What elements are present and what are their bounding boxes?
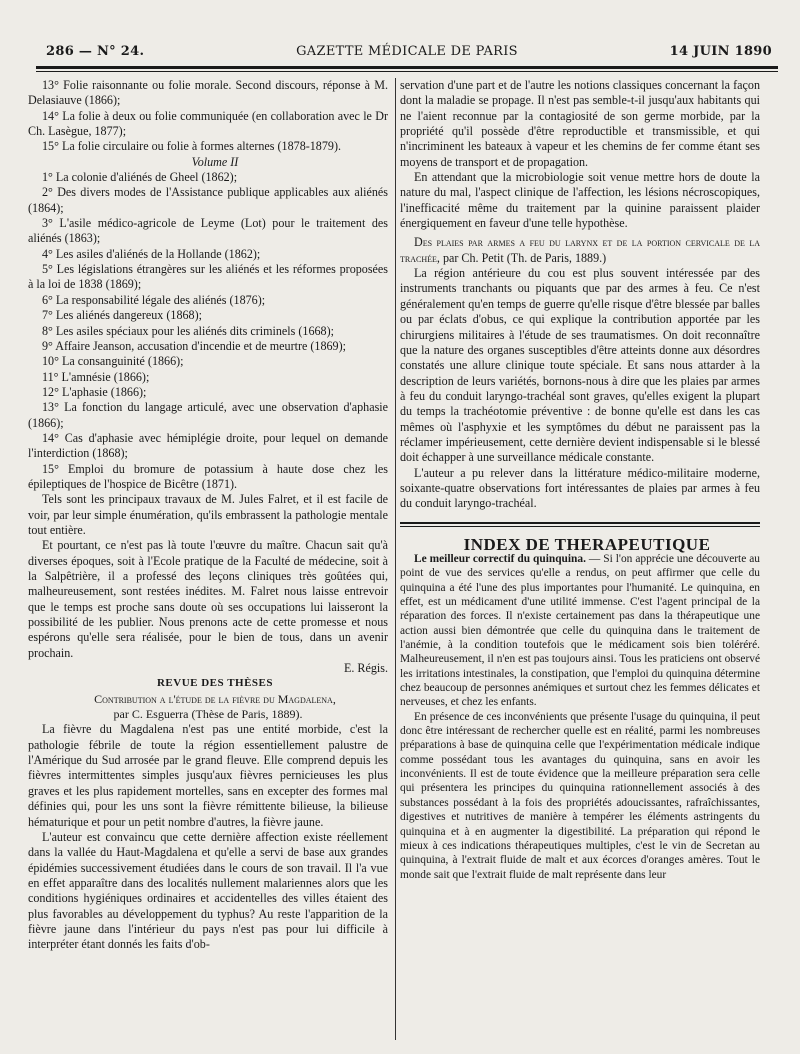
index-paragraph-1-text: — Si l'on apprécie une découverte au point de vue des services qu'elle a rendus, on peut affirmer que celle du quinquina a été l'une des plus importantes pour l'humanité. Le quinquina, en effet, est un médicament d'une utilité immense. C'est l'agent principal de la réparation des forces. Il n'existe certainement pas dans la thérapeutique une action aussi bien démontrée que celle du quinquina dans le traitement de l'anémie, à la condition toutefois que le médicament sois bien toléréré. Malheureusement, il n'en est pas toujours ainsi. Tous les praticiens ont observé les irritations intestinales, la constipation, que l'emploi du quinquina détermine chez beaucoup de personnes anémiques et surtout chez les femmes délicates et nerveuses, et chez les enfants.: [400, 552, 760, 709]
vol2-item-13: 13° La fonction du langage articulé, avec une observation d'aphasie (1866);: [28, 400, 388, 430]
vol2-item-11: 11° L'amnésie (1866);: [42, 369, 150, 384]
oeuvre-paragraph: Et pourtant, ce n'est pas là toute l'œuvre du maître. Chacun sait qu'à diverses époques, soit à l'Ecole pratique de la Faculté de médecine, soit à la Salpêtrière, il a professé des leçons cliniques très goûtées qui, malheureusement, sont restées inédites. M. Falret nous laisse entrevoir que le temps est proche sans doute où ses occupations lui laisseront la possibilité de les publier. Nous prenons acte de cette promesse et nous espérons qu'elle sera réalisée, pour le bien de tous, dans un avenir prochain.: [28, 538, 388, 660]
thesis2-author: par Ch. Petit (Th. de Paris, 1889.): [442, 250, 607, 265]
vol2-item-12: 12° L'aphasie (1866);: [42, 384, 147, 399]
plaies-paragraph-1: La région antérieure du cou est plus souvent intéressée par des instruments tranchants ou piquants que par des armes à feu. Ce n'est généralement qu'en temps de guerre qu'elle risque d'être blessée par balles ou par éclats d'obus, ce qui explique la contribution apportée par les chirurgiens militaires à l'étude de ses traumatismes. On doit reconnaître que la nature des organes susceptibles d'être atteints donne aux désordres constatés une allure clinique toute spéciale. Et sans nous attarder à la description de leurs variétés, bornons-nous à dire que les plaies par armes à feu du conduit laryngo-trachéal sont graves, qu'elles exigent la plupart du temps la trachéotomie préventive : de bonne qu'elle est dans les cas mêmes où l'asphyxie et les symptômes du début ne paraissent pas la réclamer impérieusement, cette dernière devient indispensable si le blessé doit échapper à une surveillance médicale constante.: [400, 266, 760, 465]
index-body: [400, 552, 760, 882]
index-rule-thick: [400, 522, 760, 524]
page-number: 286 — N° 24.: [46, 44, 145, 59]
author-signature: E. Régis.: [343, 661, 388, 676]
vol2-item-14: 14° Cas d'aphasie avec hémiplégie droite, pour lequel on demande l'interdiction (1868);: [28, 430, 388, 461]
left-column: [28, 78, 388, 953]
journal-title: GAZETTE MÉDICALE DE PARIS: [296, 44, 518, 59]
index-lead: Le meilleur correctif du quinquina.: [414, 552, 586, 565]
vol2-item-9: 9° Affaire Jeanson, accusation d'incendie et de meurtre (1869);: [42, 338, 346, 353]
index-paragraph-1: [400, 552, 760, 710]
summary-paragraph: Tels sont les principaux travaux de M. Jules Falret, et il est facile de voir, par leur simple énumération, qu'ils embrassent la pathologie mentale tout entière.: [28, 492, 388, 537]
page-header: [36, 42, 778, 64]
index-heading: INDEX DE THERAPEUTIQUE: [463, 534, 711, 554]
column-divider: [395, 78, 396, 1040]
vol2-item-1: 1° La colonie d'aliénés de Gheel (1862);: [42, 170, 238, 185]
right-column: [400, 78, 760, 882]
thesis2-title-text: Des plaies par armes a feu du larynx et de la portion cervicale de la trachée,: [400, 235, 760, 265]
vol2-item-4: 4° Les asiles d'aliénés de la Hollande (1862);: [42, 246, 261, 261]
vol2-item-10: 10° La consanguinité (1866);: [42, 354, 184, 369]
volume-heading: Volume II: [191, 154, 239, 169]
magdalena-paragraph-2: L'auteur est convaincu que cette dernière affection existe réellement dans la vallée du Haut-Magdalena et qu'elle a servi de base aux grandes épidémies successivement étudiées dans le cours de son travail. Il l'a vue en effet apparaître dans des localités nullement malariennes alors que les conditions hygiéniques ordinaires et accidentelles des villes étaient des plus favorables au développement du typhus? Au reste l'apparition de la fièvre jaune dans l'intérieur du pays n'est pas pour lui difficile à interpréter étant donnés les faits d'ob-: [28, 829, 388, 952]
vol2-item-7: 7° Les aliénés dangereux (1868);: [42, 308, 202, 323]
vol2-item-2: 2° Des divers modes de l'Assistance publique applicables aux aliénés (1864);: [28, 185, 388, 215]
vol2-item-6: 6° La responsabilité légale des aliénés (1876);: [42, 292, 266, 307]
issue-date: 14 JUIN 1890: [669, 44, 772, 59]
vol2-item-3: 3° L'asile médico-agricole de Leyme (Lot) pour le traitement des aliénés (1863);: [28, 216, 388, 246]
vol1-item-15: 15° La folie circulaire ou folie à formes alternes (1878-1879).: [42, 139, 342, 154]
thesis-title-text: Contribution a l'étude de la fièvre du Magdalena,: [94, 691, 336, 706]
vol1-item-14: 14° La folie à deux ou folie communiquée (en collaboration avec le Dr Ch. Lasègue, 1877);: [28, 108, 388, 139]
plaies-paragraph-2: L'auteur a pu relever dans la littérature médico-militaire moderne, soixante-quatre observations fort intéressantes de plaies par armes à feu du conduit laryngo-trachéal.: [400, 465, 760, 511]
section-heading: REVUE DES THÈSES: [156, 677, 273, 690]
thesis-title: [28, 692, 388, 723]
header-rule-thick: [36, 66, 778, 69]
vol2-item-8: 8° Les asiles spéciaux pour les aliénés dits criminels (1668);: [42, 323, 334, 338]
magdalena-paragraph-3: servation d'une part et de l'autre les notions classiques concernant la façon dont la maladie se propage. Il n'est pas semble-t-il jusqu'aux habitants qui ne l'aient reconnue par la contagiosité de son germe morbide, par la propriété qu'il possède d'être reproductible et transmissible, et qui n'incriminent les bateaux à vapeur et les chemins de fer comme étant ses moyens de transport et de propagation.: [400, 78, 760, 169]
magdalena-paragraph-1: La fièvre du Magdalena n'est pas une entité morbide, c'est la pathologie fébrile de toute la région essentiellement palustre de l'Amérique du Sud arrosée par le grand fleuve. Elle comprend depuis les fièvres intermittentes simples jusqu'aux fièvres pernicieuses les plus graves et les plus rapidement mortelles, sans en excepter des formes mal définies qui, pour les uns sont la fièvre rémittente bilieuse, la bilieuse hématurique et pour un petit nombre d'autres, la fièvre jaune.: [28, 722, 388, 829]
vol2-item-5: 5° Les législations étrangères sur les aliénés et les réformes proposées à la loi de 1838 (1869);: [28, 262, 388, 292]
magdalena-paragraph-4: En attendant que la microbiologie soit venue mettre hors de doute la nature du mal, l'aspect clinique de l'affection, les lésions nécroscopiques, l'inefficacité même du traitement par la quinine paraissent plaider énergiquement en faveur d'une telle hypothèse.: [400, 170, 760, 231]
index-rule-thin: [400, 526, 760, 527]
thesis-author: par C. Esguerra (Thèse de Paris, 1889).: [113, 707, 303, 722]
vol2-item-15: 15° Emploi du bromure de potassium à haute dose chez les épileptiques de l'hospice de Bicêtre (1871).: [28, 461, 388, 491]
index-paragraph-2: En présence de ces inconvénients que présente l'usage du quinquina, il peut donc être intéressant de rechercher quelle est en réalité, parmi les nombreuses préparations à base de quinquina celle que l'expérimentation médicale indique comme possédant tous les avantages du quinquina, sans en avoir les inconvénients. Il est de toute évidence que la meilleure préparation sera celle qui présentera les principes du quinquina rationnellement associés à des substances possédant à la fois des propriétés adoucissantes, rafraîchissantes, digestives et nutritives de manière à tempérer les éléments astringents du quinquina et à en augmenter la digestibilité. La préparation qui répond le mieux à ces indications thérapeutiques multiples, c'est le vin de Secretan au quinquina, à l'extrait fluide de malt et aux écorces d'oranges amères. Tout le monde sait que l'extrait fluide de malt représente dans leur: [400, 710, 760, 881]
header-rule-thin: [36, 71, 778, 72]
thesis2-title: [400, 235, 760, 266]
vol1-item-13: 13° Folie raisonnante ou folie morale. Second discours, réponse à M. Delasiauve (1866);: [28, 78, 388, 108]
